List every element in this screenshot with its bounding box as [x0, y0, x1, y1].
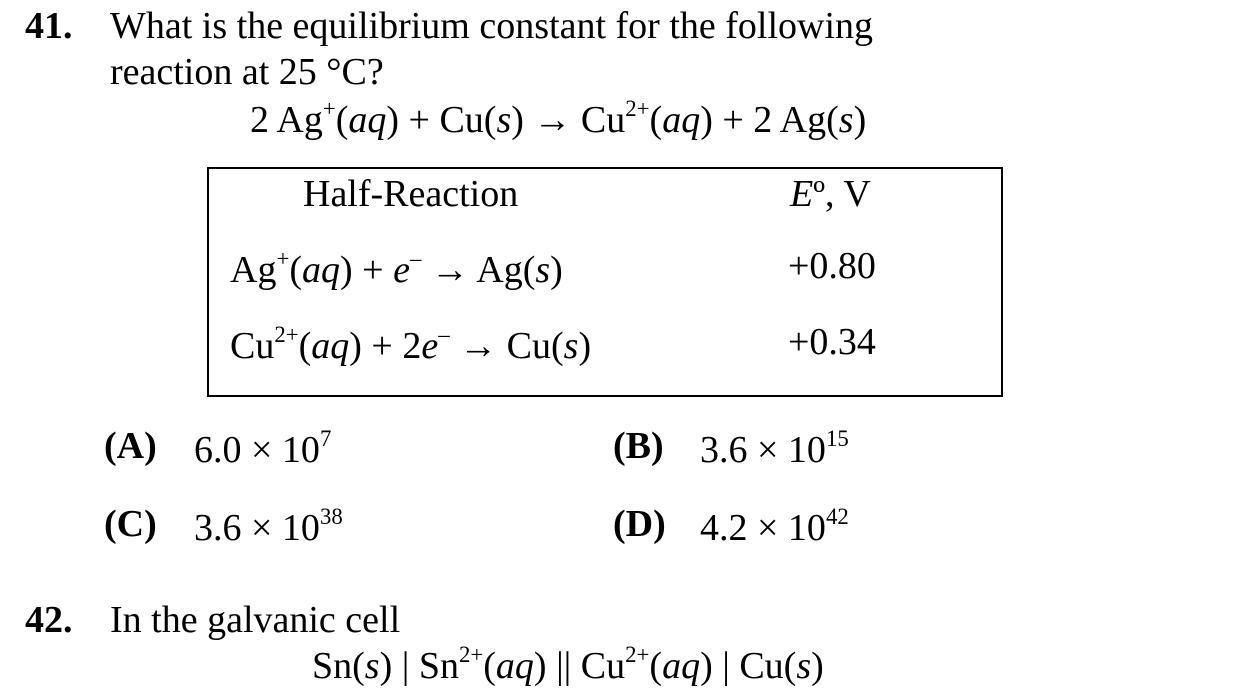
choice-d-value	[700, 506, 849, 550]
eq-italic: s	[496, 99, 512, 141]
choice-mantissa: 4.2 × 10	[700, 507, 826, 549]
row-superscript: 2+	[274, 322, 299, 348]
row-superscript: –	[409, 246, 422, 272]
row-italic: s	[563, 325, 579, 367]
cell-italic: aq	[495, 645, 534, 687]
reaction-equation	[250, 98, 866, 142]
row-part: → Ag(	[421, 249, 536, 291]
cell-part: ) | Cu(	[700, 645, 797, 687]
eq-part: )	[853, 99, 867, 141]
question-text-line-1: What is the equilibrium constant for the following	[110, 5, 874, 47]
row-italic: e	[393, 249, 410, 291]
choice-c-label: (C)	[104, 503, 157, 545]
row-part: ) + 2	[349, 325, 422, 367]
cell-part: )	[811, 645, 824, 687]
eq-part: ) → Cu	[511, 99, 626, 141]
eq-italic: s	[838, 99, 854, 141]
row-part: )	[578, 325, 592, 367]
choice-mantissa: 3.6 × 10	[194, 507, 320, 549]
choice-mantissa: 6.0 × 10	[194, 429, 320, 471]
row-italic: e	[421, 325, 439, 367]
eq-superscript: +	[322, 96, 336, 122]
e-symbol: E	[790, 173, 814, 215]
row-part: → Cu(	[449, 325, 564, 367]
choice-b-label: (B)	[613, 425, 664, 467]
choice-mantissa: 3.6 × 10	[700, 429, 826, 471]
table-header-half-reaction: Half-Reaction	[303, 173, 519, 215]
table-row-value-1: +0.80	[788, 245, 876, 287]
cell-italic: s	[796, 645, 812, 687]
choice-a-value	[194, 428, 331, 472]
cell-part: (	[483, 645, 496, 687]
row-part: )	[550, 249, 563, 291]
choice-exponent: 38	[319, 504, 343, 530]
table-row-value-2: +0.34	[788, 321, 876, 363]
eq-italic: aq	[348, 99, 387, 141]
question-number: 42.	[25, 599, 73, 641]
choice-c-value	[194, 506, 343, 550]
choice-exponent: 7	[319, 426, 332, 452]
galvanic-cell-notation	[312, 644, 824, 688]
e-unit: º, V	[813, 173, 871, 215]
eq-part: ) + Cu(	[386, 99, 497, 141]
cell-superscript: 2+	[625, 642, 650, 668]
choice-exponent: 42	[825, 504, 849, 530]
choice-a-label: (A)	[104, 425, 157, 467]
row-italic: s	[535, 249, 551, 291]
table-row-reaction-2	[230, 324, 591, 368]
eq-italic: aq	[662, 99, 701, 141]
row-superscript: +	[276, 246, 290, 272]
cell-part: Sn(	[312, 645, 365, 687]
row-part: (	[298, 325, 312, 367]
row-part: Ag	[230, 249, 277, 291]
question-number: 41.	[25, 5, 73, 47]
eq-part: (	[335, 99, 349, 141]
eq-superscript: 2+	[625, 96, 650, 122]
cell-part: ) || Cu	[533, 645, 626, 687]
cell-italic: aq	[662, 645, 701, 687]
cell-part: (	[649, 645, 663, 687]
choice-d-label: (D)	[613, 503, 666, 545]
question-text-line-2: reaction at 25 °C?	[110, 51, 384, 93]
row-part: Cu	[230, 325, 275, 367]
row-part: (	[289, 249, 302, 291]
table-row-reaction-1	[230, 248, 563, 292]
row-part: ) +	[339, 249, 394, 291]
eq-part: ) + 2 Ag(	[700, 99, 839, 141]
cell-italic: s	[364, 645, 380, 687]
eq-part: (	[649, 99, 663, 141]
row-italic: aq	[301, 249, 340, 291]
eq-part: 2 Ag	[250, 99, 323, 141]
cell-superscript: 2+	[459, 642, 484, 668]
cell-part: ) | Sn	[379, 645, 459, 687]
row-superscript: –	[438, 322, 450, 348]
choice-b-value	[700, 428, 849, 472]
question-text-line-1: In the galvanic cell	[110, 599, 401, 641]
row-italic: aq	[311, 325, 350, 367]
table-header-potential	[790, 172, 871, 216]
choice-exponent: 15	[825, 426, 849, 452]
